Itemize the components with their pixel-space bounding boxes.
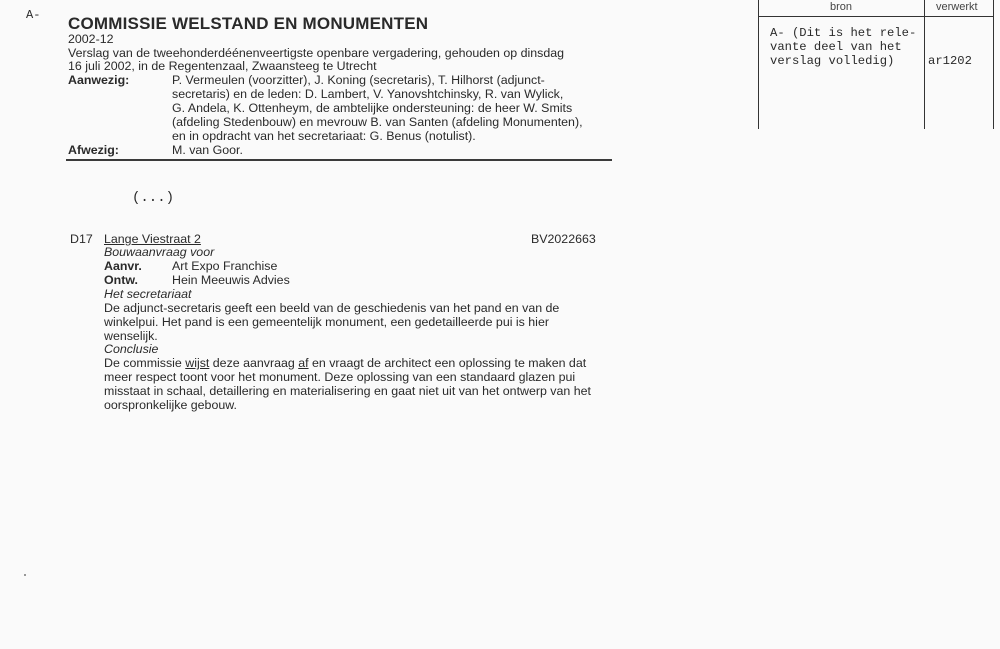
header-divider [66, 159, 612, 161]
present-line: P. Vermeulen (voorzitter), J. Koning (secretaris), T. Hilhorst (adjunct- [172, 73, 545, 87]
secretariat-heading: Het secretariaat [104, 287, 192, 301]
applicant-label: Aanvr. [104, 259, 142, 273]
conclusion-line [104, 357, 586, 371]
report-intro-line-2: 16 juli 2002, in de Regentenzaal, Zwaansteeg te Utrecht [68, 59, 377, 73]
present-line: (afdeling Stedenbouw) en mevrouw B. van Santen (afdeling Monumenten), [172, 115, 583, 129]
table-border-left [758, 0, 759, 129]
column-header-source: bron [830, 1, 853, 13]
conclusion-text: De commissie [104, 356, 186, 370]
applicant-value: Art Expo Franchise [172, 259, 278, 273]
report-number: 2002-12 [68, 32, 114, 46]
conclusion-heading: Conclusie [104, 342, 159, 356]
item-file-number: BV2022663 [531, 232, 596, 246]
page-marker: A- [26, 8, 41, 22]
absent-value: M. van Goor. [172, 143, 243, 157]
source-cell-line: verslag volledig) [770, 54, 895, 68]
scan-speck [24, 574, 26, 576]
secretariat-line: winkelpui. Het pand is een gemeentelijk monument, een gedetailleerde pui is hier [104, 315, 549, 329]
processed-cell-value: ar1202 [928, 54, 972, 68]
table-border-right [993, 0, 994, 129]
document-title: COMMISSIE WELSTAND EN MONUMENTEN [68, 14, 429, 33]
table-header-rule [758, 16, 994, 17]
absent-label: Afwezig: [68, 143, 119, 157]
present-line: G. Andela, K. Ottenheym, de ambtelijke ondersteuning: de heer W. Smits [172, 101, 573, 115]
table-border-middle [924, 0, 925, 129]
column-header-processed: verwerkt [936, 1, 978, 13]
designer-value: Hein Meeuwis Advies [172, 273, 290, 287]
conclusion-emphasis: wijst [185, 356, 210, 370]
item-code: D17 [70, 232, 93, 246]
source-cell-line: A- (Dit is het rele- [770, 26, 917, 40]
omission-ellipsis: (...) [132, 190, 175, 206]
item-address: Lange Viestraat 2 [104, 232, 201, 246]
source-table [758, 0, 994, 129]
report-intro-line-1: Verslag van de tweehonderdéénenveertigste openbare vergadering, gehouden op dinsdag [68, 46, 565, 60]
designer-label: Ontw. [104, 273, 138, 287]
secretariat-line: De adjunct-secretaris geeft een beeld van de geschiedenis van het pand en van de [104, 301, 560, 315]
conclusion-line: oorspronkelijke gebouw. [104, 398, 237, 412]
conclusion-line: misstaat in schaal, detaillering en materialisering en gaat niet uit van het ontwerp van het [104, 384, 591, 398]
conclusion-line: meer respect toont voor het monument. Deze oplossing van een standaard glazen pui [104, 370, 576, 384]
present-label: Aanwezig: [68, 73, 130, 87]
present-line: en in opdracht van het secretariaat: G. Benus (notulist). [172, 129, 476, 143]
conclusion-emphasis: af [298, 356, 309, 370]
conclusion-text: deze aanvraag [209, 356, 299, 370]
conclusion-text: en vraagt de architect een oplossing te maken dat [308, 356, 587, 370]
present-line: secretaris) en de leden: D. Lambert, V. Yanovshtchinsky, R. van Wylick, [172, 87, 564, 101]
request-type: Bouwaanvraag voor [104, 245, 215, 259]
secretariat-line: wenselijk. [104, 329, 158, 343]
source-cell-line: vante deel van het [770, 40, 902, 54]
